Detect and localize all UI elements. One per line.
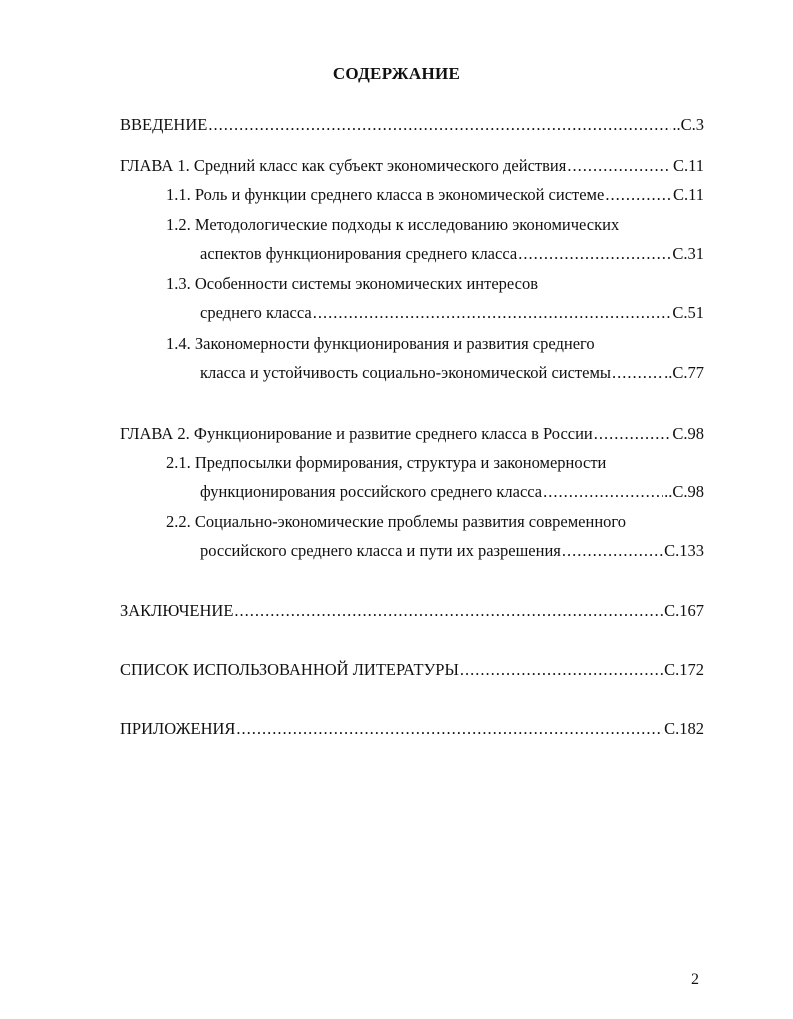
toc-entry-label: функционирования российского среднего класса	[200, 482, 543, 501]
toc-leader-dots	[612, 363, 663, 383]
toc-leader-dots	[208, 115, 671, 135]
toc-page-ref: С.167	[664, 601, 704, 620]
toc-page-ref: ..С.98	[664, 482, 704, 501]
toc-page-ref: ..С.77	[664, 363, 704, 382]
toc-entry-conclusion	[120, 601, 704, 621]
page-number: 2	[691, 971, 699, 988]
toc-entry-section-2-2	[200, 541, 704, 561]
toc-page-ref: С.172	[664, 660, 704, 679]
toc-entry-chapter-2	[120, 424, 704, 444]
toc-entry-label: аспектов функционирования среднего класса	[200, 244, 518, 263]
toc-entry-label: ГЛАВА 2. Функционирование и развитие среднего класса в России	[120, 424, 593, 443]
toc-leader-dots	[518, 244, 671, 264]
toc-page-ref: С.11	[672, 185, 704, 204]
toc-page-ref: С.51	[672, 303, 704, 322]
toc-leader-dots	[313, 303, 672, 323]
toc-entry-section-2-1	[200, 482, 704, 502]
toc-leader-dots	[567, 156, 663, 176]
page-title: СОДЕРЖАНИЕ	[332, 64, 461, 83]
toc-entry-references	[120, 660, 704, 680]
toc-entry-label: СПИСОК ИСПОЛЬЗОВАННОЙ ЛИТЕРАТУРЫ	[120, 660, 459, 679]
toc-entry-label: ПРИЛОЖЕНИЯ	[120, 719, 236, 738]
toc-page-ref: ..С.3	[672, 115, 704, 134]
toc-entry-label: класса и устойчивость социально-экономической системы	[200, 363, 611, 382]
toc-entry-section-2-2-line-1: 2.2. Социально-экономические проблемы развития современного	[166, 512, 627, 531]
toc-entry-appendices	[120, 719, 704, 739]
toc-entry-section-1-2	[200, 244, 704, 264]
toc-page-ref: С.133	[664, 541, 704, 560]
toc-page-ref: С.98	[672, 424, 704, 443]
toc-entry-section-1-3-line-1: 1.3. Особенности системы экономических интересов	[166, 274, 539, 293]
toc-leader-dots	[460, 660, 663, 680]
toc-page-ref: . С.11	[664, 156, 704, 175]
toc-entry-label: 1.1. Роль и функции среднего класса в экономической системе	[166, 185, 605, 204]
toc-entry-label: ЗАКЛЮЧЕНИЕ	[120, 601, 234, 620]
toc-entry-section-2-1-line-1: 2.1. Предпосылки формирования, структура и закономерности	[166, 453, 607, 472]
toc-entry-section-1-2-line-1: 1.2. Методологические подходы к исследованию экономических	[166, 215, 620, 234]
toc-entry-label: среднего класса	[200, 303, 312, 322]
toc-entry-label: ГЛАВА 1. Средний класс как субъект экономического действия	[120, 156, 567, 175]
toc-entry-section-1-4-line-1: 1.4. Закономерности функционирования и развития среднего	[166, 334, 595, 353]
toc-leader-dots	[605, 185, 672, 205]
toc-entry-chapter-1	[120, 156, 704, 176]
toc-entry-section-1-4	[200, 363, 704, 383]
toc-entry-section-1-1	[166, 185, 704, 205]
toc-leader-dots	[236, 719, 663, 739]
toc-leader-dots	[234, 601, 663, 621]
toc-entry-section-1-3	[200, 303, 704, 323]
toc-page-ref: С.31	[672, 244, 704, 263]
toc-entry-label: ВВЕДЕНИЕ	[120, 115, 208, 134]
toc-page-ref: С.182	[664, 719, 704, 738]
toc-leader-dots	[594, 424, 672, 444]
toc-leader-dots	[562, 541, 663, 561]
toc-leader-dots	[543, 482, 663, 502]
toc-entry-introduction	[120, 115, 704, 135]
toc-entry-label: российского среднего класса и пути их разрешения	[200, 541, 561, 560]
